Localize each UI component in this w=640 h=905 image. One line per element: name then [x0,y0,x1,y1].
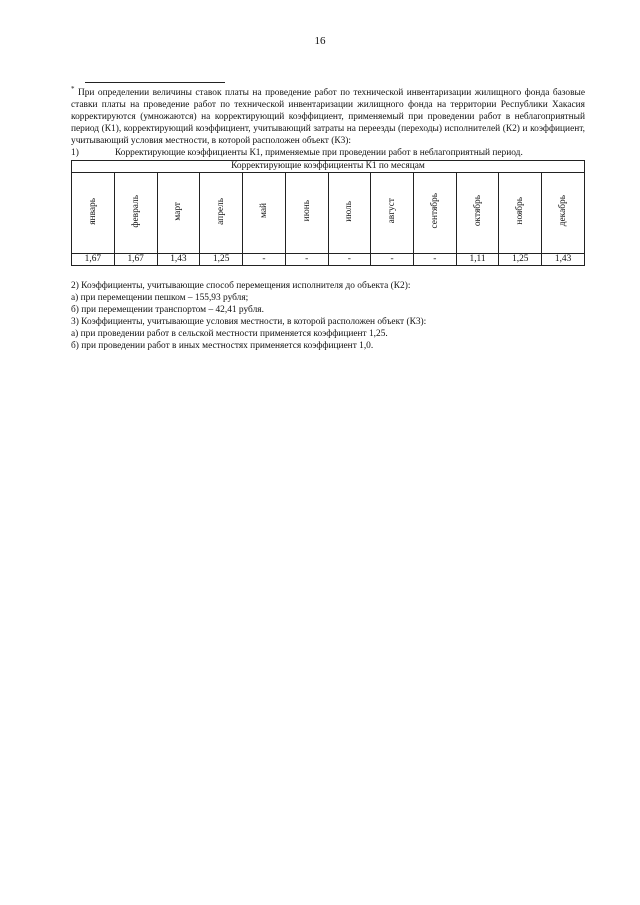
month-label: ноябрь [515,197,526,225]
month-header-cell [456,173,499,254]
coefficient-value-cell: - [243,254,286,266]
table-title: Корректирующие коэффициенты К1 по месяцам [72,161,585,173]
footnote-text: При определении величины ставок платы на проведение работ по технической инвентаризации жилищного фонда базовые ставки платы на проведение работ по технической инвентаризации жилищного фонда на территории Республики Хакасия корректируются (умножаются) на корректирующий коэффициент, применяемый при проведении работ в неблагоприятный период (К1), корректирующий коэффициент, учитывающий затраты на переезды (переходы) исполнителей (К2) и коэффициент, учитывающий условия местности, в которой расположен объект (К3): [71,88,585,146]
month-header-cell [200,173,243,254]
month-header-cell [413,173,456,254]
month-label: февраль [130,194,141,228]
month-label: май [258,203,269,219]
month-header-cell [243,173,286,254]
month-header-cell [72,173,115,254]
month-header-cell [371,173,414,254]
item-1 [71,147,585,159]
section-line: б) при проведении работ в иных местностях применяется коэффициент 1,0. [71,341,374,351]
coefficients-k2-k3 [71,280,585,352]
coefficients-table [71,160,585,266]
month-label: апрель [216,197,227,225]
section-line: б) при перемещении транспортом – 42,41 рубля. [71,305,264,315]
coefficient-value-cell: 1,11 [456,254,499,266]
month-label: июль [344,200,355,222]
item-1-text: Корректирующие коэффициенты К1, применяемые при проведении работ в неблагоприятный период. [115,148,523,158]
coefficient-value-cell: 1,25 [499,254,542,266]
month-header-cell [328,173,371,254]
month-header-cell [285,173,328,254]
month-label: декабрь [558,195,569,227]
footnote-paragraph [71,84,585,147]
months-row [72,173,585,254]
footnote-mark: * [71,84,75,93]
month-label: март [173,201,184,221]
values-row [72,254,585,266]
item-1-number: 1) [71,148,79,158]
section-line: 2) Коэффициенты, учитывающие способ перемещения исполнителя до объекта (К2): [71,281,411,291]
section-line: а) при проведении работ в сельской местности применяется коэффициент 1,25. [71,329,388,339]
month-label: август [387,198,398,224]
coefficient-value-cell: 1,25 [200,254,243,266]
coefficient-value-cell: - [285,254,328,266]
month-label: октябрь [472,195,483,227]
month-label: сентябрь [429,193,440,229]
coefficient-value-cell: 1,67 [72,254,115,266]
footnote-divider [85,82,225,83]
month-header-cell [157,173,200,254]
month-header-cell [114,173,157,254]
month-label: январь [87,197,98,225]
page-number: 16 [314,35,326,47]
coefficient-value-cell: - [371,254,414,266]
section-line: 3) Коэффициенты, учитывающие условия местности, в которой расположен объект (К3): [71,317,427,327]
section-line: а) при перемещении пешком – 155,93 рубля; [71,293,249,303]
coefficient-value-cell: - [413,254,456,266]
coefficient-value-cell: 1,43 [157,254,200,266]
month-header-cell [542,173,585,254]
month-header-cell [499,173,542,254]
coefficient-value-cell: 1,43 [542,254,585,266]
document-body [71,84,585,352]
month-label: июнь [301,200,312,222]
coefficient-value-cell: 1,67 [114,254,157,266]
coefficient-value-cell: - [328,254,371,266]
